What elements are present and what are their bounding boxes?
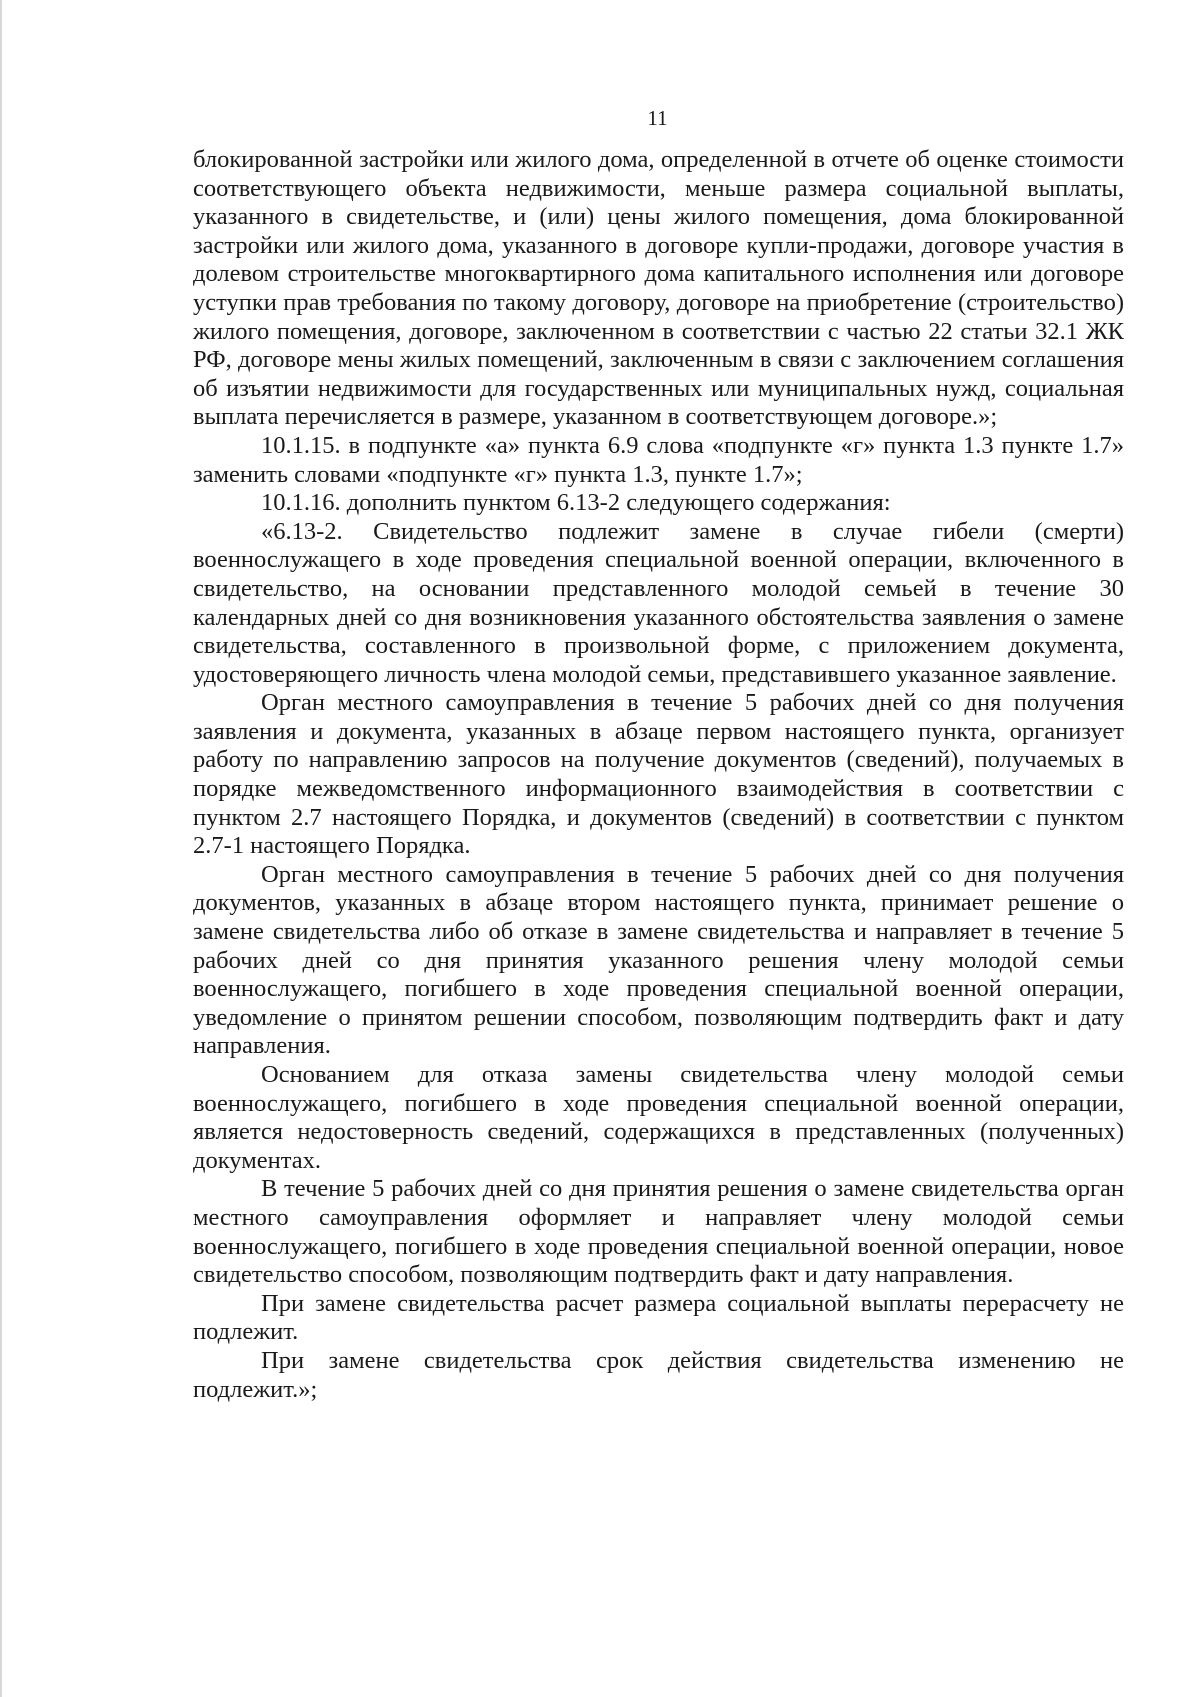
paragraph-decision: Орган местного самоуправления в течение 5 рабочих дней со дня получения документов, указанных в абзаце втором настоящего пункта, принимает решение о замене свидетельства либо об отказе в замене свидетельства и направляет в течение 5 рабочих дней со дня принятия указанного решения члену молодой семьи военнослужащего, погибшего в ходе проведения специальной военной операции, уведомление о принятом решении способом, позволяющим подтвердить факт и дату направления.: [193, 860, 1124, 1060]
paragraph-validity-term: При замене свидетельства срок действия свидетельства изменению не подлежит.»;: [193, 1346, 1124, 1403]
page-edge-shadow: [0, 0, 2, 1697]
page-number: 11: [647, 106, 668, 130]
paragraph-new-certificate: В течение 5 рабочих дней со дня принятия решения о замене свидетельства орган местного самоуправления оформляет и направляет члену молодой семьи военнослужащего, погибшего в ходе проведения специальной военной операции, новое свидетельство способом, позволяющим подтвердить факт и дату направления.: [193, 1175, 1124, 1289]
paragraph-item-10-1-16: 10.1.16. дополнить пунктом 6.13-2 следующего содержания:: [261, 489, 891, 517]
paragraph-requests: Орган местного самоуправления в течение 5 рабочих дней со дня получения заявления и документа, указанных в абзаце первом настоящего пункта, организует работу по направлению запросов на получение документов (сведений), получаемых в порядке межведомственного информационного взаимодействия в соответствии с пунктом 2.7 настоящего Порядка, и документов (сведений) в соответствии с пунктом 2.7-1 настоящего Порядка.: [193, 689, 1124, 860]
document-body: [193, 146, 1124, 1404]
paragraph-payment-recalc: При замене свидетельства расчет размера социальной выплаты перерасчету не подлежит.: [193, 1289, 1124, 1346]
paragraph-item-10-1-15: 10.1.15. в подпункте «а» пункта 6.9 слова «подпункте «г» пункта 1.3 пункте 1.7» заменить словами «подпункте «г» пункта 1.3, пункте 1.7»;: [193, 431, 1124, 488]
paragraph-refusal-grounds: Основанием для отказа замены свидетельства члену молодой семьи военнослужащего, погибшего в ходе проведения специальной военной операции, является недостоверность сведений, содержащихся в представленных (полученных) документах.: [193, 1061, 1124, 1174]
paragraph-clause-6-13-2: «6.13-2. Свидетельство подлежит замене в случае гибели (смерти) военнослужащего в ходе проведения специальной военной операции, включенного в свидетельство, на основании представленного молодой семьей в течение 30 календарных дней со дня возникновения указанного обстоятельства заявления о замене свидетельства, составленного в произвольной форме, с приложением документа, удостоверяющего личность члена молодой семьи, представившего указанное заявление.: [193, 517, 1124, 688]
paragraph-continuation: блокированной застройки или жилого дома, определенной в отчете об оценке стоимости соответствующего объекта недвижимости, меньше размера социальной выплаты, указанного в свидетельстве, и (или) цены жилого помещения, дома блокированной застройки или жилого дома, указанного в договоре купли-продажи, договоре участия в долевом строительстве многоквартирного дома капитального исполнения или договоре уступки прав требования по такому договору, договоре на приобретение (строительство) жилого помещения, договоре, заключенном в соответствии с частью 22 статьи 32.1 ЖК РФ, договоре мены жилых помещений, заключенным в связи с заключением соглашения об изъятии недвижимости для государственных или муниципальных нужд, социальная выплата перечисляется в размере, указанном в соответствующем договоре.»;: [193, 146, 1124, 431]
